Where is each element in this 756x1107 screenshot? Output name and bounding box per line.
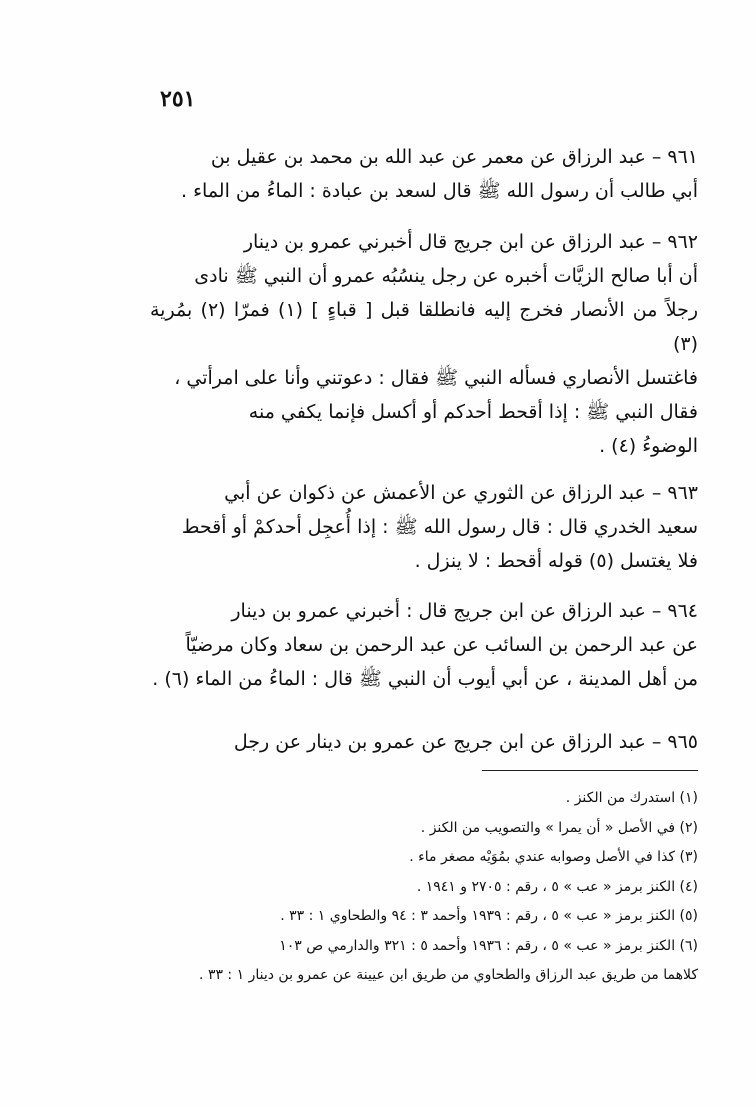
- text-line: رجلاً من الأنصار فخرج إليه فانطلقا قبل [ قباءٍ ] (١) فمرّا (٢) بمُرية (٣): [150, 299, 699, 355]
- footnote-divider: [482, 770, 698, 771]
- text-line: ٩٦٥ – عبد الرزاق عن ابن جريج عن عمرو بن دينار عن رجل: [233, 731, 698, 753]
- footnote-2: (٢) في الأصل « أن يمرا » والتصويب من الكنز .: [420, 819, 698, 836]
- text-line: عن عبد الرحمن بن السائب عن عبد الرحمن بن سعاد وكان مرضيّاً: [185, 634, 698, 656]
- text-line: أبي طالب أن رسول الله ﷺ قال لسعد بن عبادة : الماءُ من الماء .: [181, 180, 698, 202]
- footnote-1: (١) استدرك من الكنز .: [565, 790, 698, 806]
- hadith-964: [150, 594, 698, 696]
- text-line: من أهل المدينة ، عن أبي أيوب أن النبي ﷺ قال : الماءُ من الماء (٦) .: [152, 668, 698, 690]
- text-line: ٩٦٢ – عبد الرزاق عن ابن جريج قال أخبرني عمرو بن دينار: [243, 231, 698, 253]
- hadith-962: [150, 225, 698, 463]
- footnote-6: (٦) الكنز برمز « عب » ٥ ، رقم : ١٩٣٦ وأحمد ٥ : ٣٢١ والدارمي ص ١٠٣: [279, 937, 698, 954]
- text-line: سعيد الخدري قال : قال رسول الله ﷺ : إذا أُعجِل أحدكمْ أو أقحط: [181, 516, 698, 538]
- text-line: ٩٦١ – عبد الرزاق عن معمر عن عبد الله بن محمد بن عقيل بن: [210, 146, 698, 168]
- text-line: ٩٦٤ – عبد الرزاق عن ابن جريج قال : أخبرني عمرو بن دينار: [231, 600, 698, 622]
- text-line: فلا يغتسل (٥) قوله أقحط : لا ينزل .: [414, 550, 698, 572]
- hadith-963: [150, 476, 698, 578]
- text-line: أن أبا صالح الزيَّات أخبره عن رجل ينسُبُه عمرو أن النبي ﷺ نادى: [194, 265, 698, 287]
- footnote-4: (٤) الكنز برمز « عب » ٥ ، رقم : ٢٧٠٥ و ١٩٤١ .: [416, 878, 698, 895]
- footnotes: [150, 784, 698, 991]
- footnote-5: (٥) الكنز برمز « عب » ٥ ، رقم : ١٩٣٩ وأحمد ٣ : ٩٤ والطحاوي ١ : ٣٣ .: [280, 908, 698, 924]
- text-line: فاغتسل الأنصاري فسأله النبي ﷺ فقال : دعوتني وأنا على امرأتي ،: [174, 367, 698, 389]
- text-line: ٩٦٣ – عبد الرزاق عن الثوري عن الأعمش عن ذكوان عن أبي: [224, 482, 698, 504]
- text-line: الوضوءُ (٤) .: [599, 435, 698, 457]
- text-line: فقال النبي ﷺ : إذا أقحط أحدكم أو أكسل فإنما يكفي منه: [248, 401, 698, 423]
- footnote-3: (٣) كذا في الأصل وصوابه عندي بمُوَيْه مصغر ماء .: [409, 849, 698, 865]
- page-number: ٢٥١: [160, 86, 196, 112]
- footnote-6-continuation: كلاهما من طريق عبد الرزاق والطحاوي من طريق ابن عيينة عن عمرو بن دينار ١ : ٣٣ .: [199, 967, 698, 983]
- hadith-965: [150, 725, 698, 759]
- hadith-961: [150, 140, 698, 208]
